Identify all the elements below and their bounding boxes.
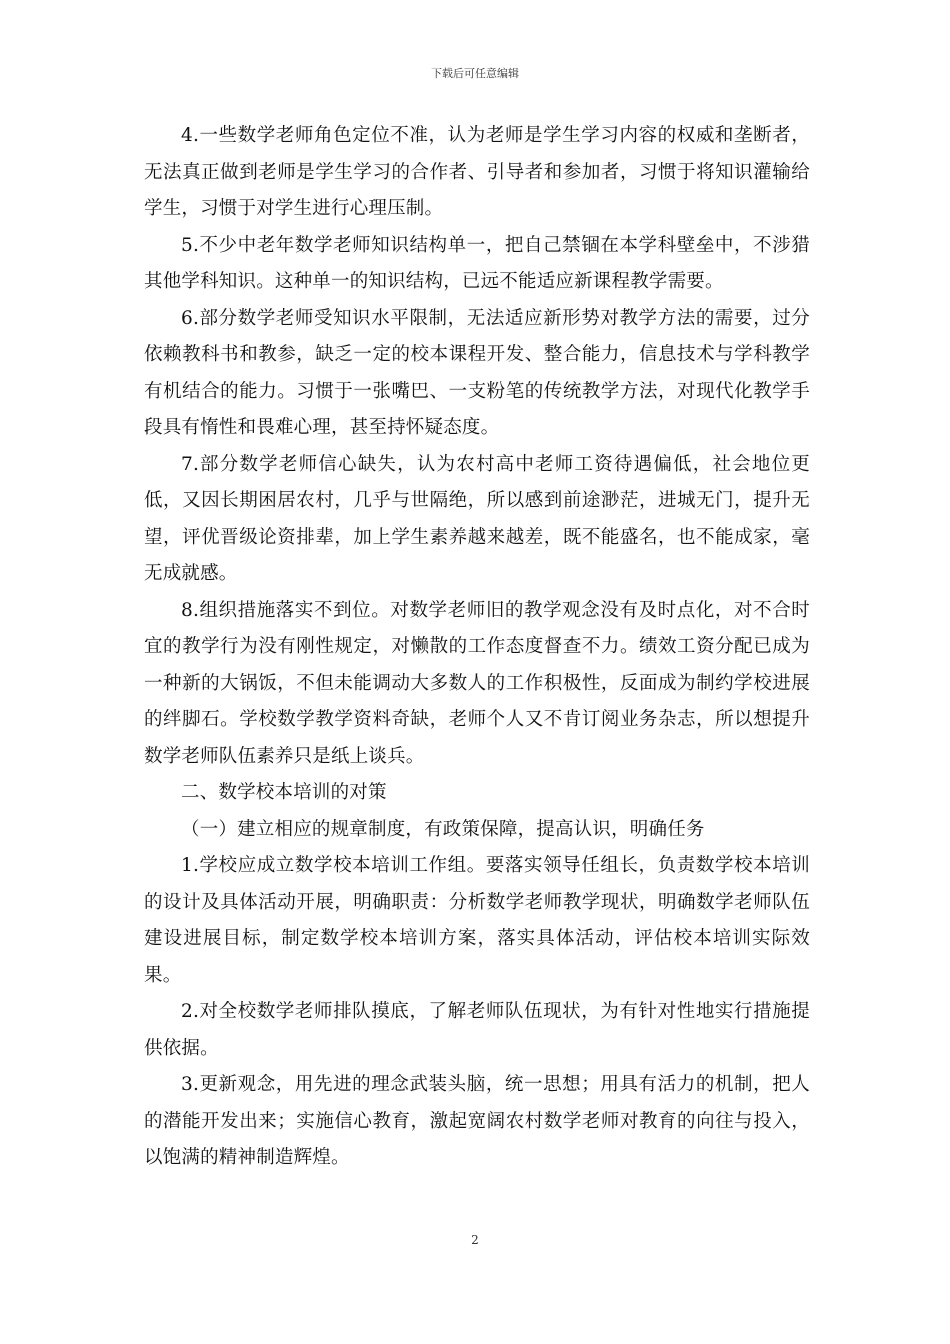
paragraph-measure-2: 2.对全校数学老师排队摸底，了解老师队伍现状，为有针对性地实行措施提供依据。 — [144, 1001, 810, 1059]
paragraph-item-5: 5.不少中老年数学老师知识结构单一，把自己禁锢在本学科壁垒中，不涉猎其他学科知识。这种单一的知识结构，已远不能适应新课程教学需要。 — [144, 234, 810, 292]
subsection-heading-1: （一）建立相应的规章制度，有政策保障，提高认识，明确任务 — [181, 818, 705, 840]
paragraph-item-6: 6.部分数学老师受知识水平限制，无法适应新形势对教学方法的需要，过分依赖教科书和教参，缺乏一定的校本课程开发、整合能力，信息技术与学科教学有机结合的能力。习惯于一张嘴巴、一支粉笔的传统教学方法，对现代化教学手段具有惰性和畏难心理，甚至持怀疑态度。 — [144, 307, 810, 438]
paragraph-item-7: 7.部分数学老师信心缺失，认为农村高中老师工资待遇偏低，社会地位更低，又因长期困居农村，几乎与世隔绝，所以感到前途渺茫，进城无门，提升无望，评优晋级论资排辈，加上学生素养越来越差，既不能盛名，也不能成家，毫无成就感。 — [144, 453, 810, 584]
paragraph-measure-3: 3.更新观念，用先进的理念武装头脑，统一思想；用具有活力的机制，把人的潜能开发出来；实施信心教育，激起宽阔农村数学老师对教育的向往与投入，以饱满的精神制造辉煌。 — [144, 1074, 810, 1168]
paragraph-item-4: 4.一些数学老师角色定位不准，认为老师是学生学习内容的权威和垄断者，无法真正做到老师是学生学习的合作者、引导者和参加者，习惯于将知识灌输给学生，习惯于对学生进行心理压制。 — [144, 125, 810, 219]
document-body — [144, 118, 810, 1177]
paragraph-item-8: 8.组织措施落实不到位。对数学老师旧的教学观念没有及时点化，对不合时宜的教学行为没有刚性规定，对懒散的工作态度督查不力。绩效工资分配已成为一种新的大锅饭，不但未能调动大多数人的工作积极性，反面成为制约学校进展的绊脚石。学校数学教学资料奇缺，老师个人又不肯订阅业务杂志，所以想提升数学老师队伍素养只是纸上谈兵。 — [144, 599, 810, 767]
page-number: 2 — [471, 1233, 479, 1247]
paragraph-measure-1: 1.学校应成立数学校本培训工作组。要落实领导任组长，负责数学校本培训的设计及具体活动开展，明确职责：分析数学老师教学现状，明确数学老师队伍建设进展目标，制定数学校本培训方案，落实具体活动，评估校本培训实际效果。 — [144, 855, 810, 986]
section-heading-countermeasures: 二、数学校本培训的对策 — [181, 782, 387, 803]
page-header: 下载后可任意编辑 — [431, 67, 519, 80]
